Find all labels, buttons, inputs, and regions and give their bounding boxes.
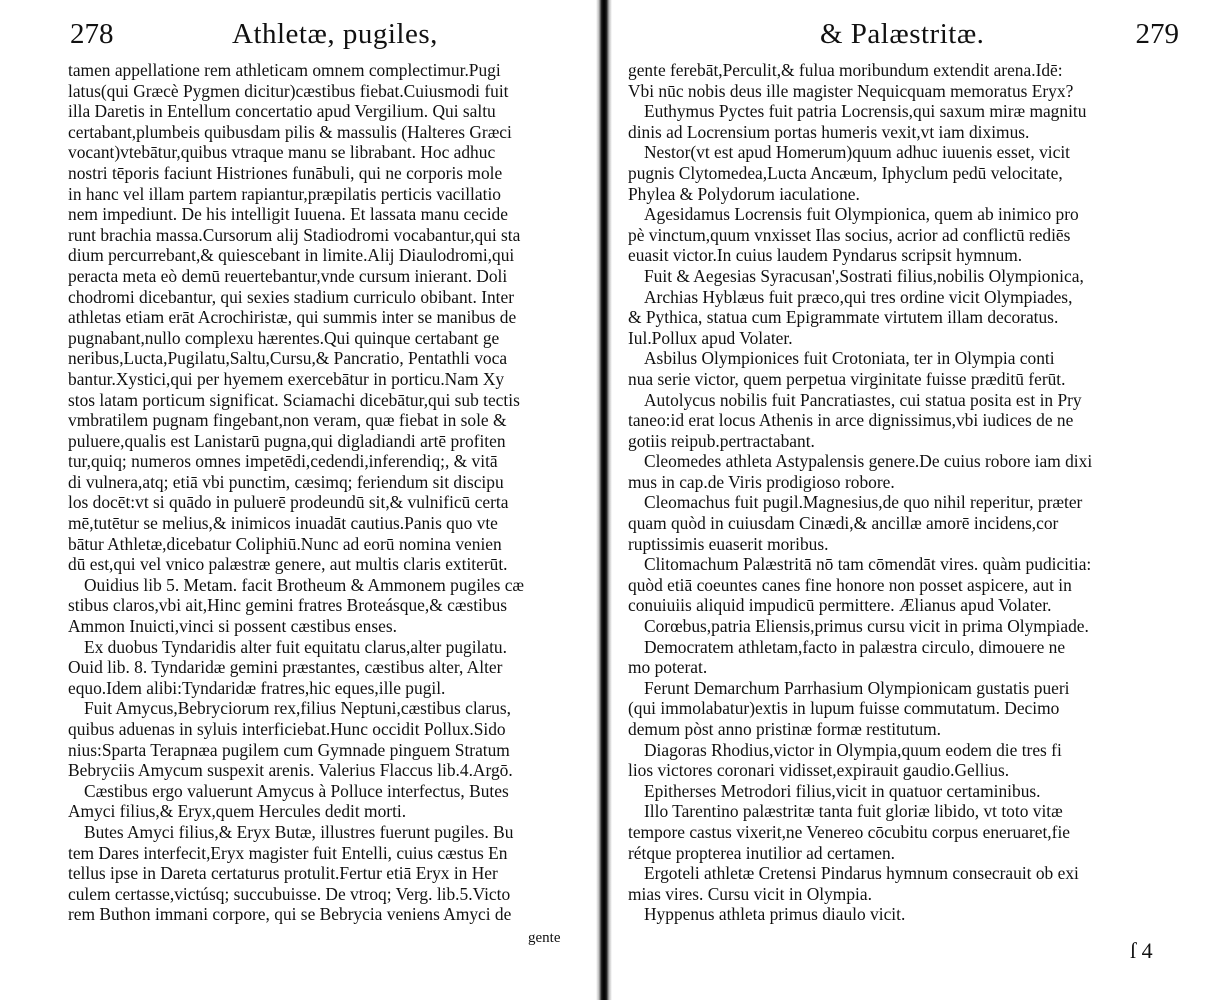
text-line: chodromi dicebantur, qui sexies stadium curriculo obibant. Inter (68, 286, 515, 307)
text-line: Corœbus,patria Eliensis,primus cursu vicit in prima Olympiade. (644, 616, 1089, 637)
text-line: Asbilus Olympionices fuit Crotoniata, ter in Olympia conti (644, 348, 1055, 369)
right-page-text (628, 60, 1190, 925)
text-line: Nestor(vt est apud Homerum)quum adhuc iuuenis esset, vicit (644, 142, 1070, 163)
text-line: tur,quiq; numeros omnes impetēdi,cedendi,inferendiq;, & vitā (68, 451, 498, 472)
text-line: Ergoteli athletæ Cretensi Pindarus hymnum consecrauit ob exi (644, 863, 1079, 884)
text-line: demum pòst anno pristinæ formæ restitutum. (628, 719, 942, 739)
text-line: illa Daretis in Entellum concertatio apud Vergilium. Qui saltu (68, 101, 496, 122)
text-line: lios victores coronari vidisset,expirauit gaudio.Gellius. (628, 760, 1010, 781)
text-line: euasit victor.In cuius laudem Pyndarus scripsit hymnum. (628, 245, 1023, 266)
text-line: Ouid lib. 8. Tyndaridæ gemini præstantes, cæstibus alter, Alter (68, 657, 503, 678)
book-gutter (596, 0, 612, 1000)
text-line: tamen appellatione rem athleticam omnem complectimur.Pugi (68, 60, 501, 80)
text-line: Archias Hyblæus fuit præco,qui tres ordine vicit Olympiades, (644, 286, 1073, 307)
text-line: stibus claros,vbi ait,Hinc gemini fratres Broteásque,& cæstibus (68, 595, 508, 616)
left-page-header (0, 14, 596, 54)
text-line: dium percurrebant,& quiescebant in limite.Alij Diaulodromi,qui (68, 245, 515, 266)
text-line: pugnabant,nullo complexu hærentes.Qui quinque certabant ge (68, 327, 500, 348)
text-line: in hanc vel illam partem rapiantur,præpilatis perticis vacillatio (68, 183, 501, 204)
text-line: Phylea & Polydorum iaculatione. (628, 183, 860, 204)
text-line: vocant)vtebātur,quibus vtraque manu se librabant. Hoc adhuc (68, 142, 496, 163)
text-line: tempore castus vixerit,ne Venereo cōcubitu corpus eneruaret,fie (628, 821, 1070, 842)
text-line: Ammon Inuicti,vinci si possent cæstibus enses. (68, 616, 397, 637)
text-line: Diagoras Rhodius,victor in Olympia,quum eodem die tres fi (644, 739, 1062, 760)
text-line: mē,tutētur se melius,& inimicos inuadāt cautius.Panis quo vte (68, 513, 498, 534)
text-line: Agesidamus Locrensis fuit Olympionica, quem ab inimico pro (644, 204, 1079, 225)
text-line: Epitherses Metrodori filius,vicit in quatuor certaminibus. (644, 780, 1041, 801)
text-line: equo.Idem alibi:Tyndaridæ fratres,hic eques,ille pugil. (68, 677, 446, 698)
text-line: Fuit & Aegesias Syracusan',Sostrati filius,nobilis Olympionica, (644, 265, 1084, 286)
text-line: Cleomedes athleta Astypalensis genere.De cuius robore iam dixi (644, 451, 1093, 472)
text-line: bantur.Xystici,qui per hyemem exercebātur in porticu.Nam Xy (68, 368, 505, 389)
text-line: Amyci filius,& Eryx,quem Hercules dedit morti. (68, 801, 407, 822)
text-line: Autolycus nobilis fuit Pancratiastes, cui statua posita est in Pry (644, 389, 1082, 410)
text-line: certabant,plumbeis quibusdam pilis & massulis (Halteres Græci (68, 121, 512, 142)
text-line: Clitomachum Palæstritā nō tam cōmendāt vires. quàm pudicitia: (644, 554, 1092, 575)
text-line: rem Buthon immani corpore, qui se Bebrycia veniens Amyci de (68, 904, 512, 925)
text-line: dū est,qui vel vnico palæstræ genere, aut multis claris extiterūt. (68, 554, 508, 575)
text-line: mias vires. Cursu vicit in Olympia. (628, 883, 872, 904)
text-line: Illo Tarentino palæstritæ tanta fuit gloriæ libido, vt toto vitæ (644, 801, 1063, 822)
text-line: nostri tēporis faciunt Histriones funābuli, qui ne corporis mole (68, 162, 503, 183)
text-line: neribus,Lucta,Pugilatu,Saltu,Cursu,& Pancratio, Pentathli voca (68, 348, 508, 369)
text-line: los docēt:vt si quādo in puluerē prodeundū sit,& vulnificū certa (68, 492, 509, 513)
text-line: tem Dares interfecit,Eryx magister fuit Entelli, cuius cæstus En (68, 842, 508, 863)
text-line: dinis ad Locrensium portas humeris vexit,vt iam diximus. (628, 121, 1030, 142)
left-page (0, 0, 596, 1000)
text-line: Ex duobus Tyndaridis alter fuit equitatu clarus,alter pugilatu. (84, 636, 507, 657)
text-line: rétque propterea inutilior ad certamen. (628, 842, 896, 863)
text-line: nua serie victor, quem perpetua virginitate fuisse præditū ferūt. (628, 368, 1066, 389)
left-page-number: 278 (70, 18, 114, 50)
text-line: pugnis Clytomedea,Lucta Ancæum, Iphyclum pedū velocitate, (628, 162, 1063, 183)
text-line: quam quòd in cuiusdam Cinædi,& ancillæ amorē incidens,cor (628, 513, 1059, 534)
text-line: & Pythica, statua cum Epigrammate virtutem illam decoratus. (628, 307, 1059, 328)
text-line: gente ferebāt,Perculit,& fulua moribundum extendit arena.Idē: (628, 60, 1063, 80)
text-line: pè vinctum,quum vnxisset Ilas socius, acrior ad conflictū rediēs (628, 224, 1071, 245)
text-line: Hyppenus athleta primus diaulo vicit. (644, 904, 906, 925)
right-page (612, 0, 1205, 1000)
right-page-number: 279 (1135, 18, 1179, 50)
text-line: Ouidius lib 5. Metam. facit Brotheum & Ammonem pugiles cæ (84, 574, 525, 595)
text-line: athletas etiam erāt Acrochiristæ, qui summis inter se manibus de (68, 307, 517, 328)
text-line: Vbi nūc nobis deus ille magister Nequicquam memoratus Eryx? (628, 80, 1074, 101)
text-line: peracta meta eò demū reuertebantur,vnde cursum inierant. Doli (68, 265, 508, 286)
text-line: bātur Athletæ,dicebatur Coliphiū.Nunc ad eorū nomina venien (68, 533, 502, 554)
text-line: runt brachia massa.Cursorum alij Stadiodromi vocabantur,qui sta (68, 224, 521, 245)
text-line: gotiis reipub.pertractabant. (628, 430, 815, 451)
left-running-title: Athletæ, pugiles, (232, 18, 438, 50)
text-line: latus(qui Græcè Pygmen dicitur)cæstibus fiebat.Cuiusmodi fuit (68, 80, 509, 101)
text-line: Euthymus Pyctes fuit patria Locrensis,qui saxum miræ magnitu (644, 101, 1087, 122)
text-line: tellus ipse in Dareta certaturus protulit.Fertur etiā Eryx in Her (68, 863, 498, 884)
text-line: di vulnera,atq; etiā vbi punctim, cæsimq; feriendum sit discipu (68, 471, 504, 492)
text-line: nem impediunt. De his intelligit Iuuena. Et lassata manu cecide (68, 204, 508, 225)
text-line: Ferunt Demarchum Parrhasium Olympionicam gustatis pueri (644, 677, 1070, 698)
text-line: vmbratilem pugnam fingebant,non veram, quæ fiebat in sole & (68, 410, 507, 431)
signature-mark: ſ 4 (1130, 938, 1153, 963)
right-page-header (612, 14, 1205, 54)
text-line: puluere,qualis est Lanistarū pugna,qui digladiandi artē profiten (68, 430, 506, 451)
text-line: mus in cap.de Viris prodigioso robore. (628, 471, 895, 492)
right-running-title: & Palæstritæ. (820, 18, 985, 50)
text-line: conuiuiis aliquid impudicū permittere. Ælianus apud Volater. (628, 595, 1052, 616)
left-page-text (68, 60, 590, 925)
text-line: stos latam porticum significat. Sciamachi dicebātur,qui sub tectis (68, 389, 520, 410)
text-line: quibus aduenas in syluis interficiebat.Hunc occidit Pollux.Sido (68, 719, 506, 739)
text-line: taneo:id erat locus Athenis in arce dignissimus,vbi iudices de ne (628, 410, 1074, 431)
text-line: Bebryciis Amycum suspexit arenis. Valerius Flaccus lib.4.Argō. (68, 760, 513, 781)
text-line: Democratem athletam,facto in palæstra circulo, dimouere ne (644, 636, 1066, 657)
text-line: ruptissimis euaserit moribus. (628, 533, 829, 554)
text-line: (qui immolabatur)extis in lupum fuisse commutatum. Decimo (628, 698, 1060, 719)
text-line: culem certasse,victúsq; succubuisse. De vtroq; Verg. lib.5.Victo (68, 883, 511, 904)
text-line: mo poterat. (628, 657, 708, 678)
text-line: Cæstibus ergo valuerunt Amycus à Polluce interfectus, Butes (84, 780, 509, 801)
text-line: nius:Sparta Terapnæa pugilem cum Gymnade pinguem Stratum (68, 739, 510, 760)
text-line: Iul.Pollux apud Volater. (628, 327, 793, 348)
text-line: Fuit Amycus,Bebryciorum rex,filius Neptuni,cæstibus clarus, (84, 698, 511, 719)
text-line: quòd etiā coeuntes canes fine honore non posset aspicere, aut in (628, 574, 1072, 595)
text-line: Cleomachus fuit pugil.Magnesius,de quo nihil reperitur, præter (644, 492, 1083, 513)
catchword: gente (528, 930, 561, 946)
text-line: Butes Amyci filius,& Eryx Butæ, illustres fuerunt pugiles. Bu (84, 821, 514, 842)
